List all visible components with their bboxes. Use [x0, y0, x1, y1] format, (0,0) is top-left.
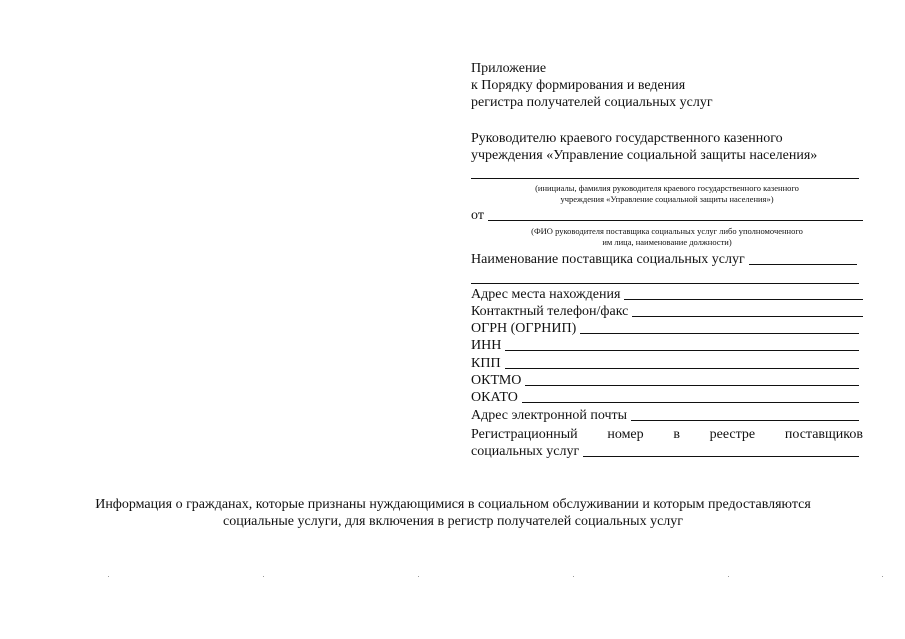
ogrn-underline	[580, 320, 859, 334]
from-label: от	[471, 208, 484, 223]
inn-field	[471, 337, 859, 354]
from-hint-line-2: им лица, наименование должности)	[602, 237, 732, 247]
from-hint	[471, 226, 863, 248]
from-field	[471, 207, 863, 224]
provider-name-field	[471, 251, 857, 268]
ogrn-field	[471, 320, 859, 337]
addressee-hint-line-2: учреждения «Управление социальной защиты населения»)	[560, 194, 774, 204]
addressee-underline	[471, 178, 859, 179]
inn-label: ИНН	[471, 338, 502, 353]
appendix-line-3: регистра получателей социальных услуг	[471, 95, 713, 110]
scan-speck	[728, 576, 729, 577]
oktmo-underline	[525, 372, 859, 386]
oktmo-label: ОКТМО	[471, 373, 522, 388]
address-field	[471, 286, 863, 303]
provider-name-second-line	[471, 283, 859, 284]
reg-number-line-1: Регистрационный номер в реестре поставщиков	[471, 427, 863, 442]
email-underline	[631, 407, 859, 421]
inn-underline	[505, 337, 859, 351]
addressee-hint	[471, 183, 863, 205]
reg-number-underline	[583, 443, 859, 457]
appendix-line-2: к Порядку формирования и ведения	[471, 78, 686, 93]
okato-label: ОКАТО	[471, 390, 518, 405]
provider-name-underline	[749, 251, 857, 265]
addressee-line-2: учреждения «Управление социальной защиты населения»	[471, 148, 818, 163]
phone-label: Контактный телефон/факс	[471, 304, 629, 319]
reg-number-label: социальных услуг	[471, 444, 580, 459]
title-line-1: Информация о гражданах, которые признаны нуждающимися в социальном обслуживании и которым предоставляются	[95, 497, 811, 512]
addressee-block	[471, 130, 863, 164]
ogrn-label: ОГРН (ОГРНИП)	[471, 321, 577, 336]
scan-speck	[573, 576, 574, 577]
kpp-underline	[505, 355, 859, 369]
reg-number-field	[471, 443, 859, 460]
provider-name-label: Наименование поставщика социальных услуг	[471, 252, 745, 267]
address-label: Адрес места нахождения	[471, 287, 621, 302]
phone-underline	[632, 303, 863, 317]
title-line-2: социальные услуги, для включения в регистр получателей социальных услуг	[222, 514, 684, 529]
appendix-heading	[471, 60, 863, 111]
okato-field	[471, 389, 859, 406]
email-label: Адрес электронной почты	[471, 408, 628, 423]
address-underline	[624, 286, 863, 300]
okato-underline	[522, 389, 859, 403]
kpp-label: КПП	[471, 356, 501, 371]
from-hint-line-1: (ФИО руководителя поставщика социальных услуг либо уполномоченного	[531, 226, 803, 236]
from-underline	[488, 207, 863, 221]
phone-field	[471, 303, 863, 320]
oktmo-field	[471, 372, 859, 389]
document-title	[40, 496, 866, 530]
kpp-field	[471, 355, 859, 372]
scan-speck	[263, 576, 264, 577]
email-field	[471, 407, 859, 424]
appendix-line-1: Приложение	[471, 61, 547, 76]
scan-speck	[882, 576, 883, 577]
scan-speck	[418, 576, 419, 577]
addressee-line-1: Руководителю краевого государственного казенного	[471, 131, 783, 146]
scan-speck	[108, 576, 109, 577]
addressee-hint-line-1: (инициалы, фамилия руководителя краевого государственного казенного	[535, 183, 799, 193]
